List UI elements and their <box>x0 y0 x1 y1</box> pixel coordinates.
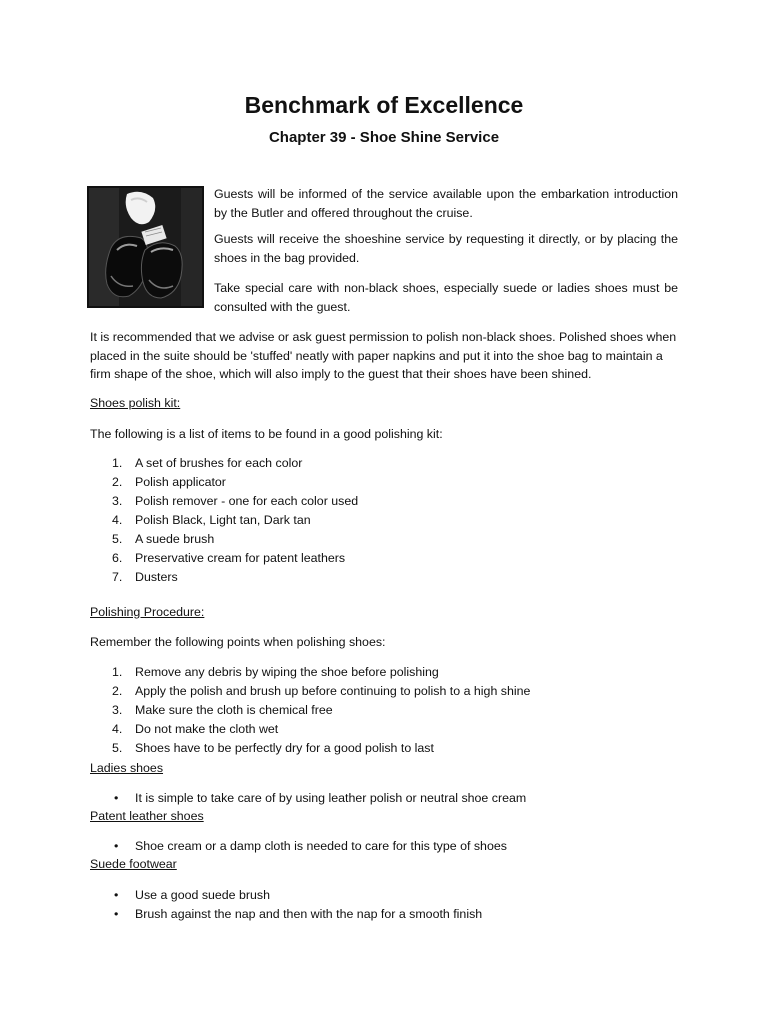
list-text: Make sure the cloth is chemical free <box>135 703 333 717</box>
list-item <box>112 454 358 473</box>
list-number: 3. <box>112 494 123 508</box>
list-number: 3. <box>112 703 123 717</box>
shoes-photo <box>87 186 204 308</box>
list-item: • Shoe cream or a damp cloth is needed to care for this type of shoes <box>112 837 507 856</box>
list-text: Polish Black, Light tan, Dark tan <box>135 513 311 527</box>
patent-leather-heading: Patent leather shoes <box>90 809 204 823</box>
kit-lead: The following is a list of items to be found in a good polishing kit: <box>90 427 443 441</box>
patent-leather-list <box>112 837 507 856</box>
intro-paragraph-2: Guests will receive the shoeshine service by requesting it directly, or by placing the shoes in the bag provided. <box>214 232 678 265</box>
list-text: Do not make the cloth wet <box>135 722 279 736</box>
shoes-illustration <box>89 188 202 306</box>
list-number: 1. <box>112 456 123 470</box>
list-number: 7. <box>112 570 123 584</box>
list-item: • Use a good suede brush <box>112 886 482 905</box>
suede-footwear-heading: Suede footwear <box>90 857 177 871</box>
list-item <box>112 720 530 739</box>
list-text: A suede brush <box>135 532 215 546</box>
list-text: Preservative cream for patent leathers <box>135 551 346 565</box>
list-number: 5. <box>112 532 123 546</box>
procedure-heading: Polishing Procedure: <box>90 605 205 619</box>
list-item: • It is simple to take care of by using leather polish or neutral shoe cream <box>112 789 526 808</box>
list-item <box>112 549 358 568</box>
chapter-subtitle: Chapter 39 - Shoe Shine Service <box>268 129 500 146</box>
list-number: 2. <box>112 475 123 489</box>
kit-heading: Shoes polish kit: <box>90 396 181 410</box>
list-text: Apply the polish and brush up before continuing to polish to a high shine <box>135 684 531 698</box>
list-item <box>112 530 358 549</box>
list-item <box>112 511 358 530</box>
list-text: Remove any debris by wiping the shoe before polishing <box>135 665 439 679</box>
document-title: Benchmark of Excellence <box>244 92 524 118</box>
list-text: Shoes have to be perfectly dry for a good polish to last <box>135 741 434 755</box>
list-number: 2. <box>112 684 123 698</box>
intro-paragraph-1: Guests will be informed of the service available upon the embarkation introduction by the Butler and offered throughout the cruise. <box>214 187 678 220</box>
list-text: Polish applicator <box>135 475 226 489</box>
list-number: 4. <box>112 722 123 736</box>
kit-list <box>112 454 358 587</box>
list-number: 6. <box>112 551 123 565</box>
ladies-shoes-heading: Ladies shoes <box>90 761 164 775</box>
list-item <box>112 492 358 511</box>
list-item <box>112 701 530 720</box>
suede-footwear-list <box>112 886 482 924</box>
list-number: 5. <box>112 741 123 755</box>
procedure-list <box>112 663 530 758</box>
list-item <box>112 682 530 701</box>
list-number: 1. <box>112 665 123 679</box>
list-item <box>112 739 530 758</box>
list-item <box>112 473 358 492</box>
list-item <box>112 568 358 587</box>
procedure-lead: Remember the following points when polishing shoes: <box>90 635 386 649</box>
recommendation-paragraph: It is recommended that we advise or ask guest permission to polish non-black shoes. Polished shoes when placed in the suite should be 'stuffed' neatly with paper napkins and put it into the shoe bag to maintain a firm shape of the shoe, which will also imply to the guest that their shoes have been shined. <box>90 330 677 381</box>
list-item: • Brush against the nap and then with the nap for a smooth finish <box>112 905 482 924</box>
list-number: 4. <box>112 513 123 527</box>
list-item <box>112 663 530 682</box>
list-text: Polish remover - one for each color used <box>135 494 359 508</box>
list-text: A set of brushes for each color <box>135 456 303 470</box>
list-text: Dusters <box>135 570 178 584</box>
ladies-shoes-list <box>112 789 526 808</box>
intro-paragraph-3: Take special care with non-black shoes, especially suede or ladies shoes must be consulted with the guest. <box>214 281 678 314</box>
